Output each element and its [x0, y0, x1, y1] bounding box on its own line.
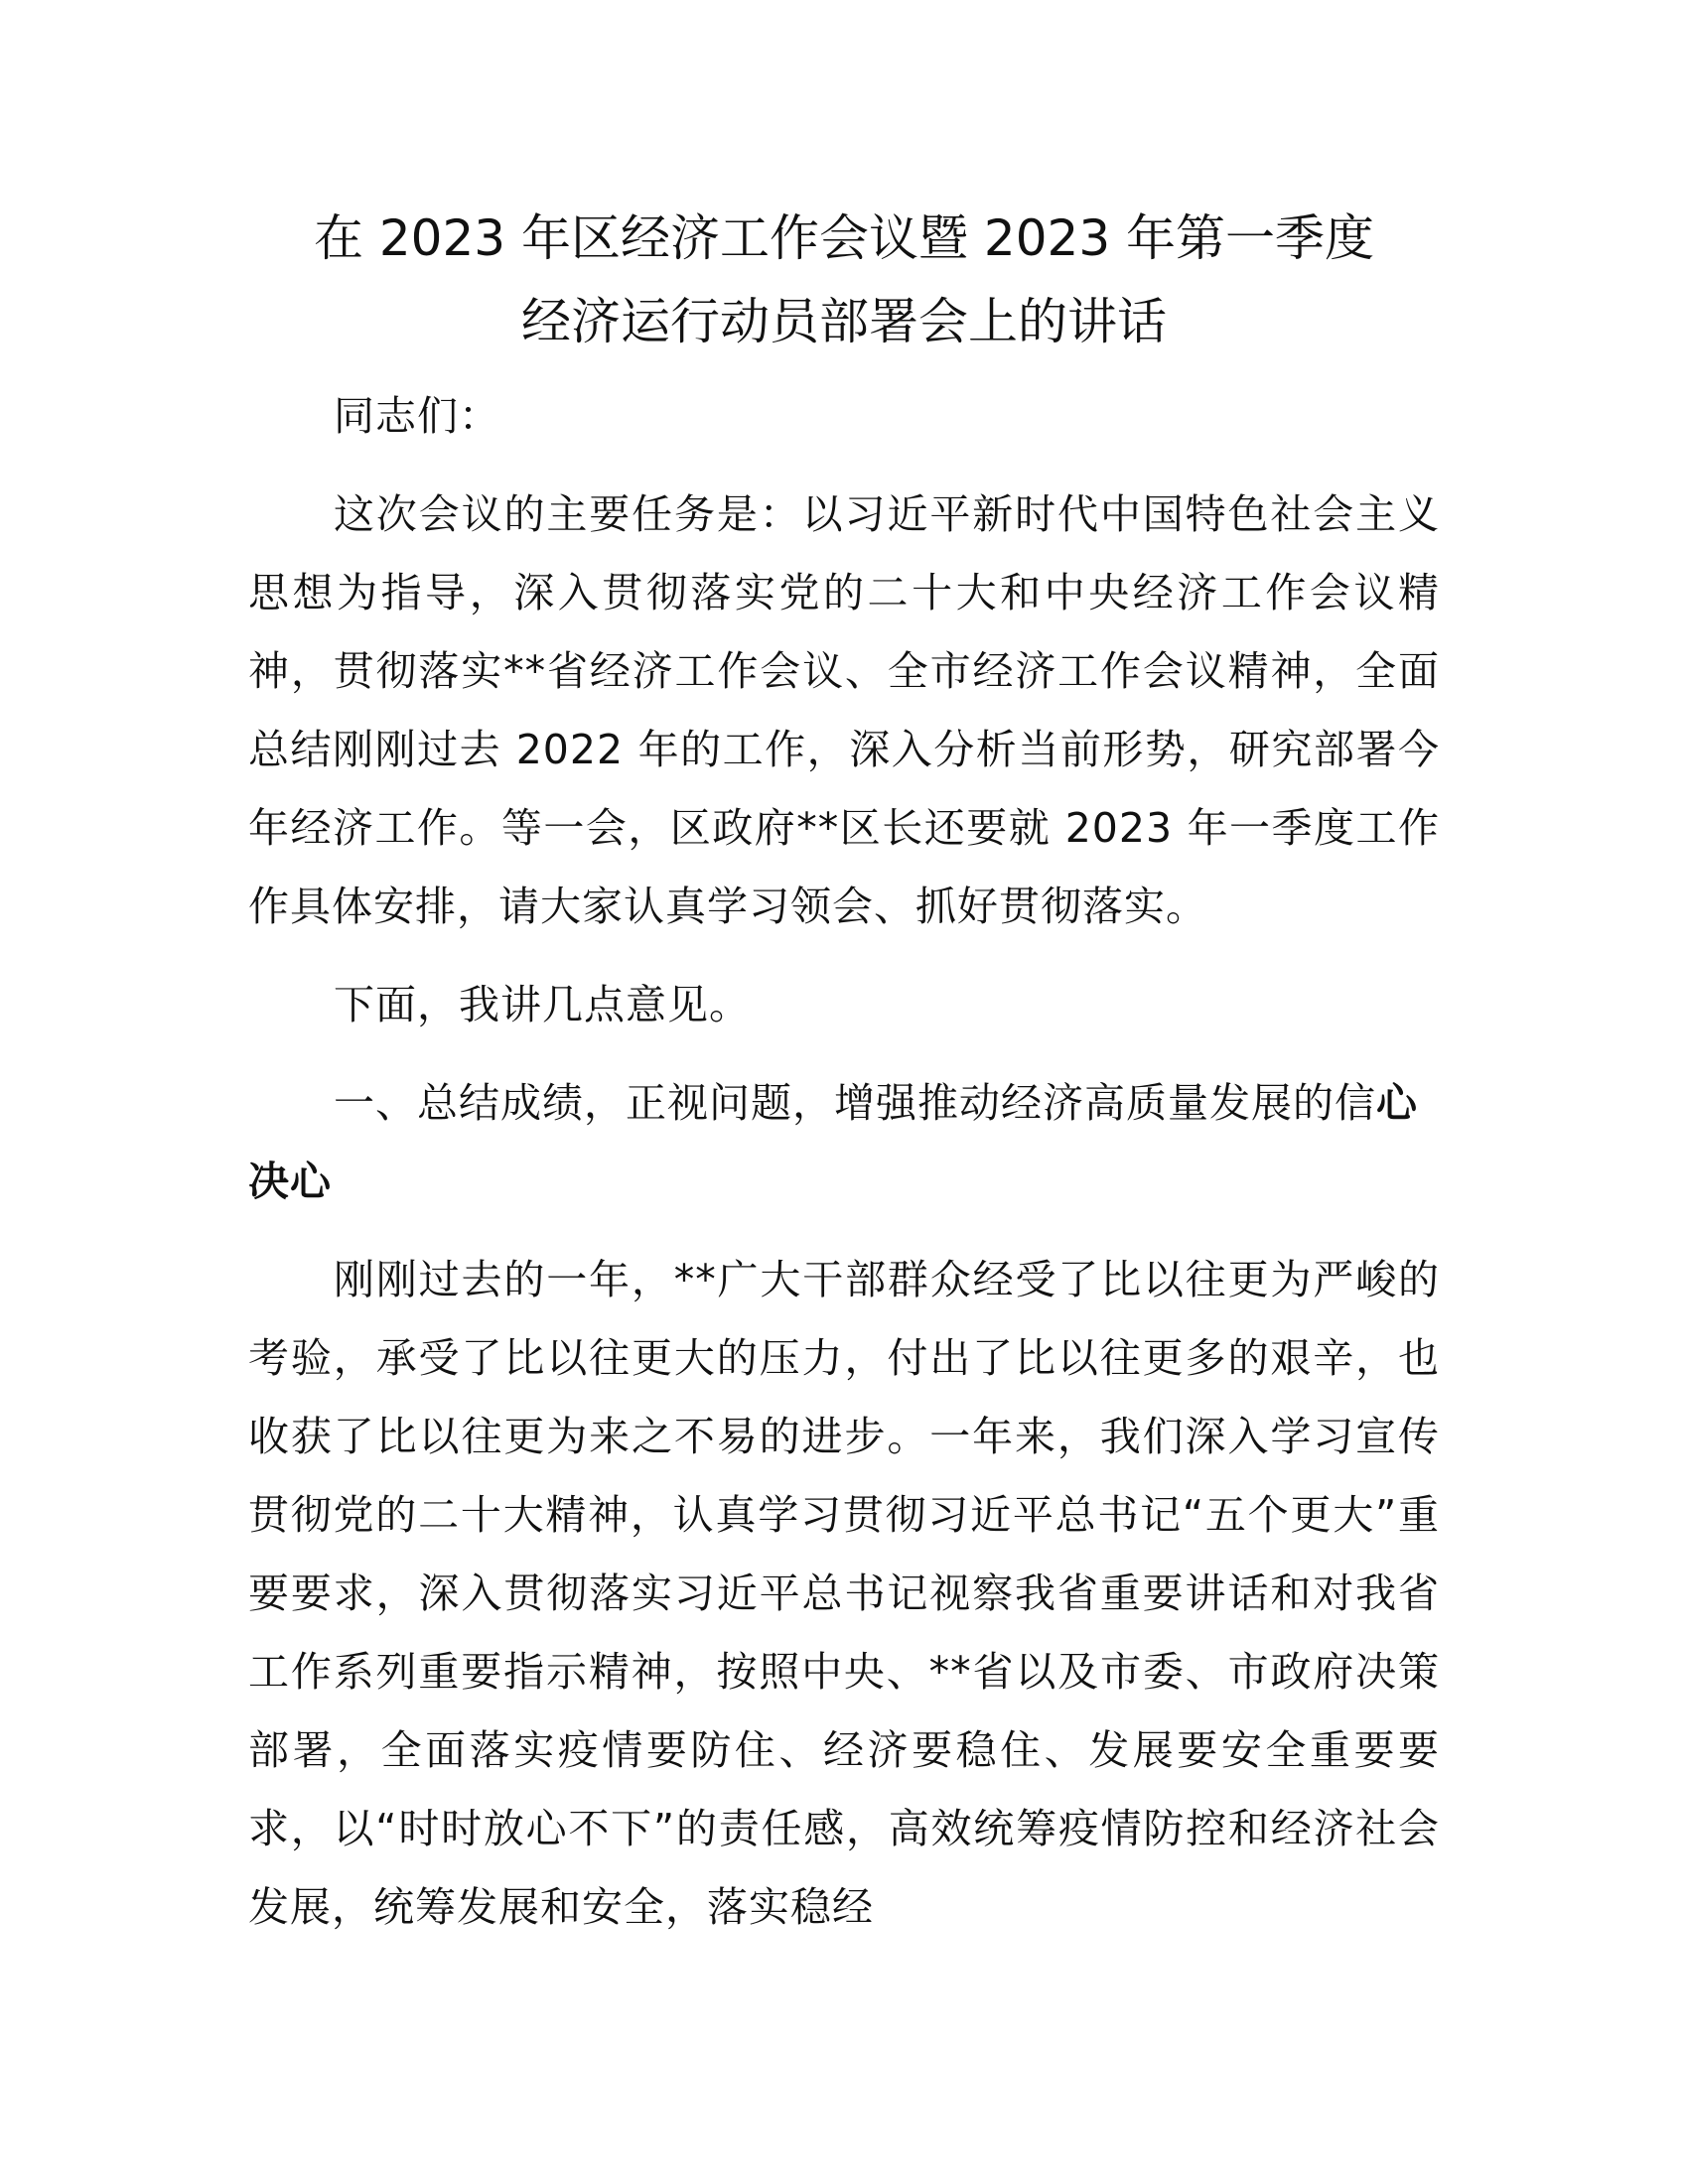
- title-line-2: 经济运行动员部署会上的讲话: [521, 293, 1167, 350]
- section-heading-main: 一、总结成绩，正视问题，增强推动经济高质量发展的信: [334, 1079, 1376, 1127]
- document-title: [248, 197, 1440, 363]
- body-paragraph: 刚刚过去的一年，**广大干部群众经受了比以往更为严峻的考验，承受了比以往更大的压力，付出了比以往更多的艰辛，也收获了比以往更为来之不易的进步。一年来，我们深入学习宣传贯彻党的二十大精神，认真学习贯彻习近平总书记“五个更大”重要要求，深入贯彻落实习近平总书记视察我省重要讲话和对我省工作系列重要指示精神，按照中央、**省以及市委、市政府决策部署，全面落实疫情要防住、经济要稳住、发展要安全重要要求，以“时时放心不下”的责任感，高效统筹疫情防控和经济社会发展，统筹发展和安全，落实稳经: [248, 1256, 1440, 1931]
- title-line-1: 在 2023 年区经济工作会议暨 2023 年第一季度: [313, 209, 1375, 267]
- document-page: [248, 197, 1440, 1947]
- intro-paragraph: 这次会议的主要任务是：以习近平新时代中国特色社会主义思想为指导，深入贯彻落实党的二十大和中央经济工作会议精神，贯彻落实**省经济工作会议、全市经济工作会议精神，全面总结刚刚过去 2022 年的工作，深入分析当前形势，研究部署今年经济工作。等一会，区政府**区长还要就 2023 年一季度工作作具体安排，请大家认真学习领会、抓好贯彻落实。: [248, 490, 1440, 930]
- section-heading-tail: 心决心: [248, 1079, 1418, 1205]
- section-heading: [248, 1064, 1440, 1221]
- transition-paragraph: 下面，我讲几点意见。: [334, 981, 751, 1028]
- greeting: 同志们：: [334, 392, 500, 440]
